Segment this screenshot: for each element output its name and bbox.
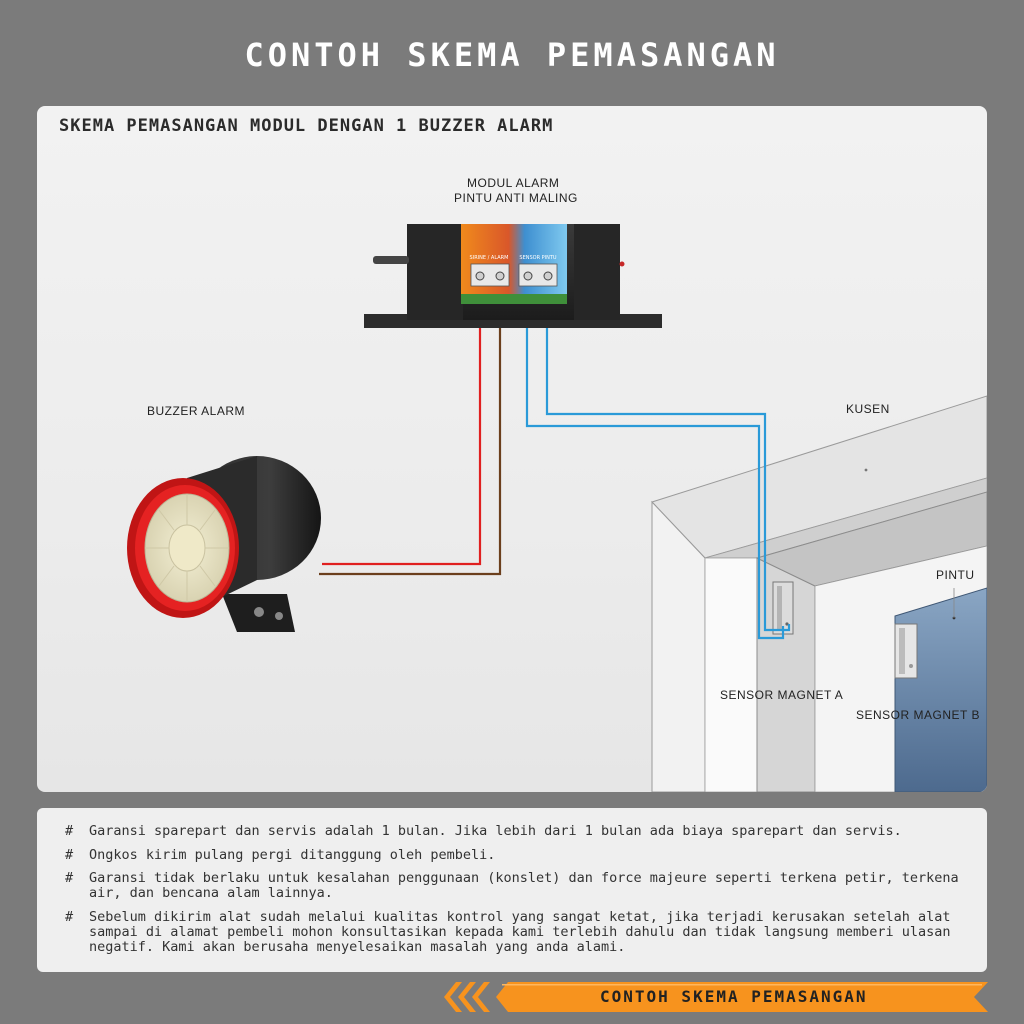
wiring-diagram bbox=[37, 106, 987, 792]
note-text: Sebelum dikirim alat sudah melalui kualitas kontrol yang sangat ketat, jika terjadi kerusakan setelah alat sampai di alamat pembeli mohon konsultasikan kepada kami terlebih dahulu dan tidak langsung memberi ulasan negatif. Kami akan berusaha menyelesaikan masalah yang anda alami. bbox=[89, 909, 951, 955]
frame-label: KUSEN bbox=[846, 402, 890, 416]
note-text: Garansi tidak berlaku untuk kesalahan penggunaan (konslet) dan force majeure seperti terkena petir, terkena air, dan bencana alam lainnya. bbox=[89, 870, 959, 901]
door bbox=[895, 588, 987, 792]
buzzer-label: BUZZER ALARM bbox=[147, 404, 246, 418]
chevron-decor-icon bbox=[444, 982, 490, 1012]
module-label-line1: MODUL ALARM bbox=[467, 176, 560, 190]
page-title: CONTOH SKEMA PEMASANGAN bbox=[244, 36, 780, 74]
terminal-label-left: SIRINE / ALARM bbox=[469, 255, 509, 261]
sensor-b-label: SENSOR MAGNET B bbox=[856, 708, 980, 722]
notes-panel bbox=[37, 808, 987, 972]
note-item bbox=[65, 848, 945, 864]
note-item bbox=[65, 909, 951, 958]
terminal-label-right: SENSOR PINTU bbox=[519, 255, 557, 261]
door-label: PINTU bbox=[936, 568, 975, 582]
note-bullet: # bbox=[65, 847, 74, 863]
diagram-heading: SKEMA PEMASANGAN MODUL DENGAN 1 BUZZER ALARM bbox=[59, 116, 554, 136]
module-label-line2: PINTU ANTI MALING bbox=[454, 191, 578, 205]
alarm-module bbox=[364, 224, 662, 328]
footer-banner-label: CONTOH SKEMA PEMASANGAN bbox=[600, 987, 868, 1006]
diagram-panel bbox=[37, 106, 987, 792]
wire-brown bbox=[319, 296, 500, 574]
sensor-a-label: SENSOR MAGNET A bbox=[720, 688, 844, 702]
buzzer-alarm bbox=[127, 456, 321, 632]
note-item bbox=[65, 824, 945, 840]
note-text: Garansi sparepart dan servis adalah 1 bulan. Jika lebih dari 1 bulan ada biaya sparepart dan servis. bbox=[89, 823, 902, 839]
wire-red bbox=[322, 296, 480, 564]
note-item bbox=[65, 870, 959, 903]
note-text: Ongkos kirim pulang pergi ditanggung oleh pembeli. bbox=[89, 847, 496, 863]
note-bullet: # bbox=[65, 823, 74, 839]
note-bullet: # bbox=[65, 909, 74, 925]
note-bullet: # bbox=[65, 870, 74, 886]
sensor-magnet-b bbox=[895, 624, 917, 678]
